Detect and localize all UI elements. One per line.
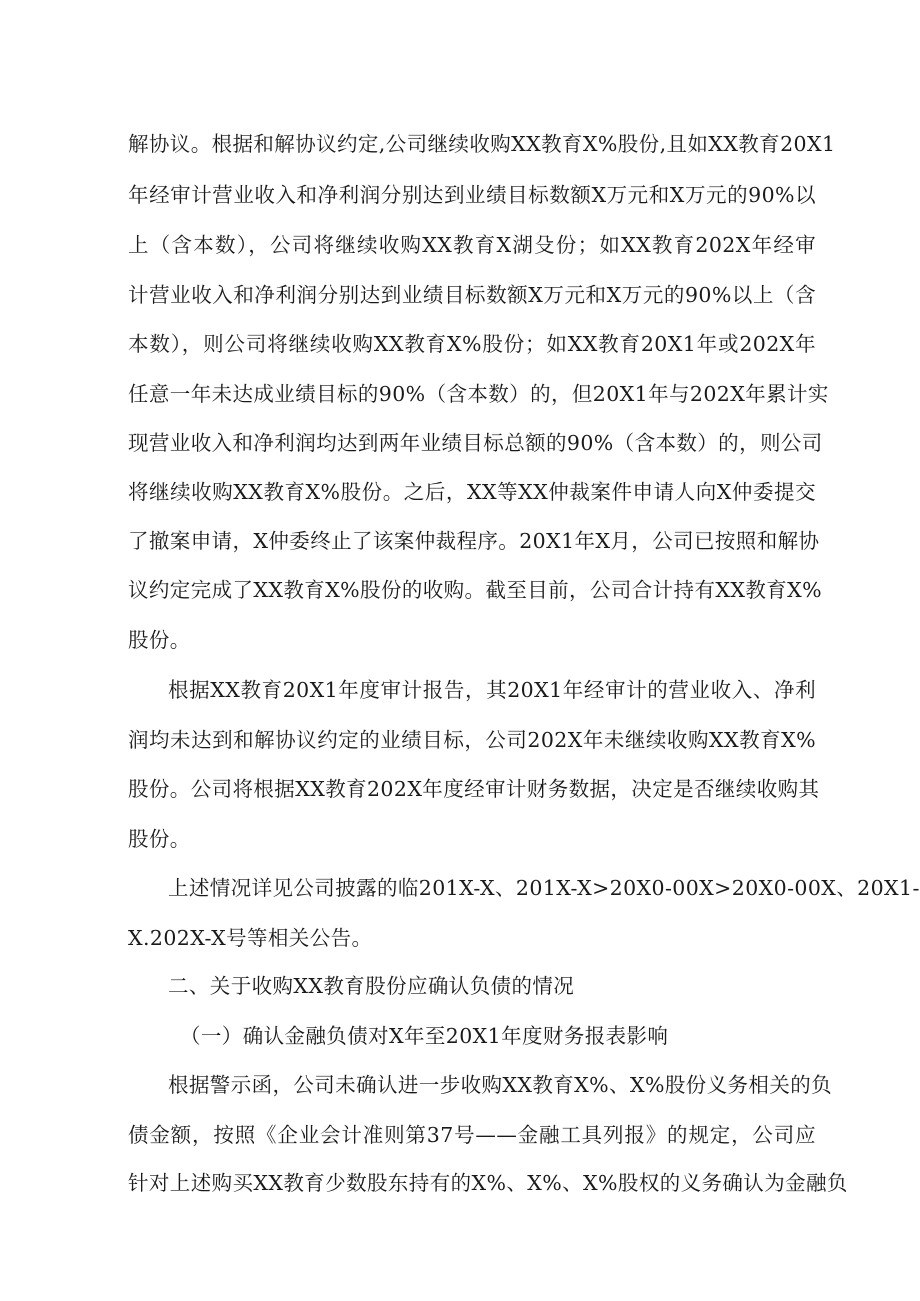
- paragraph-1-line-10: 议约定完成了XX教育X%股份的收购。截至目前，公司合计持有XX教育X%: [128, 578, 823, 602]
- paragraph-1-line-3: 上（含本数），公司将继续收购XX教育X湖殳份；如XX教育202X年经审: [128, 233, 816, 257]
- paragraph-1-line-7: 现营业收入和净利润均达到两年业绩目标总额的90%（含本数）的，则公司: [128, 431, 823, 455]
- section-heading-2: 二、关于收购XX教育股份应确认负债的情况: [168, 974, 575, 998]
- paragraph-4-line-2: 债金额，按照《企业会计准则第37号——金融工具列报》的规定，公司应: [128, 1123, 816, 1147]
- paragraph-4-line-3: 针对上述购买XX教育少数股东持有的X%、X%、X%股权的义务确认为金融负: [128, 1171, 848, 1195]
- paragraph-2-line-3: 股份。公司将根据XX教育202X年度经审计财务数据，决定是否继续收购其: [128, 777, 820, 801]
- paragraph-1-line-2: 年经审计营业收入和净利润分别达到业绩目标数额X万元和X万元的90%以: [128, 183, 816, 207]
- paragraph-2-line-2: 润均未达到和解协议约定的业绩目标，公司202X年未继续收购XX教育X%: [128, 728, 816, 752]
- paragraph-4-line-1: 根据警示函，公司未确认进一步收购XX教育X%、X%股份义务相关的负: [168, 1073, 833, 1097]
- paragraph-3-line-2: X.202X-X号等相关公告。: [128, 926, 373, 950]
- paragraph-1-line-11: 股份。: [128, 628, 191, 652]
- paragraph-1-line-9: 了撤案申请，X仲委终止了该案仲裁程序。20X1年X月，公司已按照和解协: [128, 529, 820, 553]
- paragraph-1-line-4: 计营业收入和净利润分别达到业绩目标数额X万元和X万元的90%以上（含: [128, 283, 816, 307]
- paragraph-3-line-1: 上述情况详见公司披露的临201X-X、201X-X>20X0-00X>20X0-00X、20X1-: [168, 876, 920, 900]
- paragraph-2-line-4: 股份。: [128, 827, 191, 851]
- paragraph-1-line-1: 解协议。根据和解协议约定,公司继续收购XX教育X%股份,且如XX教育20X1: [128, 132, 836, 156]
- paragraph-2-line-1: 根据XX教育20X1年度审计报告，其20X1年经审计的营业收入、净利: [168, 678, 816, 702]
- paragraph-1-line-6: 任意一年未达成业绩目标的90%（含本数）的，但20X1年与202X年累计实: [128, 382, 829, 406]
- paragraph-1-line-8: 将继续收购XX教育X%股份。之后，XX等XX仲裁案件申请人向X仲委提交: [128, 480, 816, 504]
- paragraph-1-line-5: 本数），则公司将继续收购XX教育X%股份；如XX教育20X1年或202X年: [128, 332, 816, 356]
- subsection-heading-1: （一）确认金融负债对X年至20X1年度财务报表影响: [180, 1024, 669, 1048]
